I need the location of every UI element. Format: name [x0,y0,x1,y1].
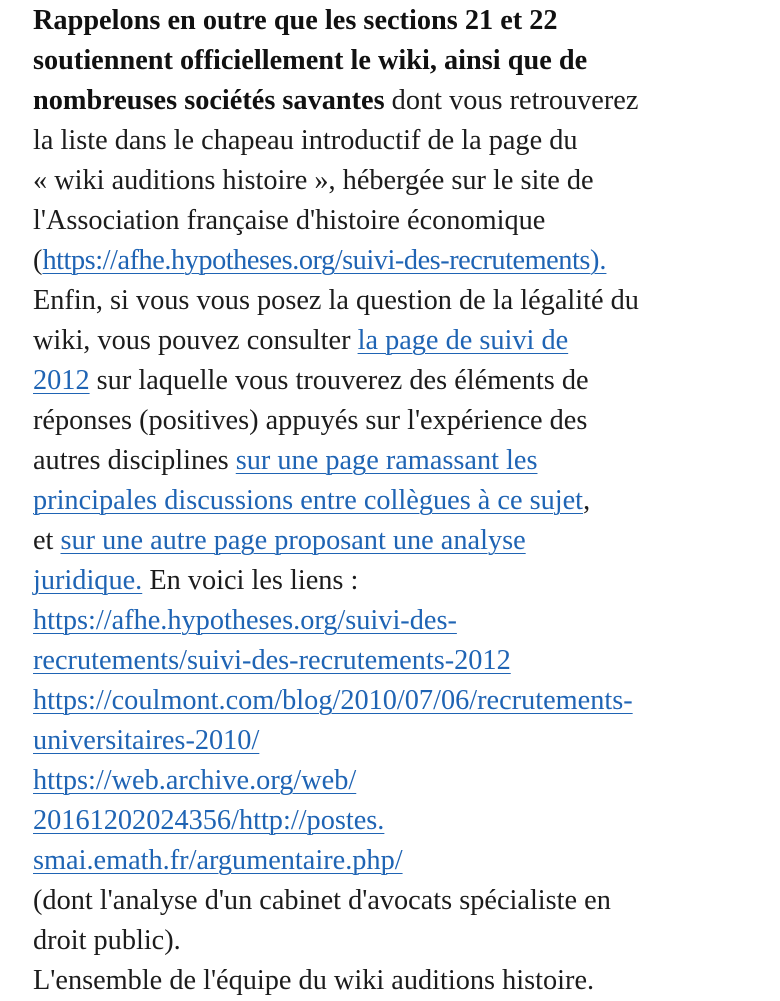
suivi-2012-link-part-2[interactable]: 2012 [33,365,90,396]
line-15 [33,561,756,601]
discussions-link-part-2[interactable]: principales discussions entre collègues à ce sujet [33,485,584,516]
text-6-part-2: droit public). [33,925,181,956]
text-3-part-3: autres disciplines [33,445,236,476]
line-21 [33,801,756,841]
line-11 [33,401,756,441]
body-paragraph [33,0,756,1001]
juridique-link-part-1[interactable]: sur une autre page proposant une analyse [60,525,526,556]
line-16 [33,601,756,641]
line-20 [33,761,756,801]
url-3-link-part-1[interactable]: https://web.archive.org/web/ [33,765,357,796]
line-8 [33,281,756,321]
signature: L'ensemble de l'équipe du wiki auditions histoire. [33,965,595,996]
line-22 [33,841,756,881]
text-3-part-1: sur laquelle vous trouverez des éléments de [89,365,589,396]
afhe-link-close[interactable]: ). [589,245,607,276]
text-1-part-5: ( [33,245,43,276]
url-2-link-part-2[interactable]: universitaires-2010/ [33,725,260,756]
juridique-link-part-2[interactable]: juridique. [33,565,143,596]
text-2-part-1: Enfin, si vous vous posez la question de la légalité du [33,285,639,316]
text-4-part-2: et [33,525,61,556]
url-3-link-part-3[interactable]: smai.emath.fr/argumentaire.php/ [33,845,403,876]
text-1-part-3: « wiki auditions histoire », hébergée sur le site de [33,165,594,196]
text-6-part-1: (dont l'analyse d'un cabinet d'avocats spécialiste en [33,885,611,916]
text-4-part-1: , [583,485,591,516]
line-24 [33,921,756,961]
line-19 [33,721,756,761]
line-2 [33,41,756,81]
text-1-part-1: dont vous retrouverez [384,85,639,116]
afhe-recrutements-link[interactable]: https://afhe.hypotheses.org/suivi-des-recrutements [42,245,590,276]
bold-intro-part-3: nombreuses sociétés savantes [33,85,385,116]
line-12 [33,441,756,481]
url-1-link-part-1[interactable]: https://afhe.hypotheses.org/suivi-des- [33,605,457,636]
line-14 [33,521,756,561]
line-17 [33,641,756,681]
text-5: En voici les liens : [142,565,359,596]
text-1-part-4: l'Association française d'histoire économique [33,205,546,236]
line-25 [33,961,756,1001]
bold-intro-part-2: soutiennent officiellement le wiki, ainsi que de [33,45,588,76]
line-18 [33,681,756,721]
line-23 [33,881,756,921]
url-2-link-part-1[interactable]: https://coulmont.com/blog/2010/07/06/recrutements- [33,685,633,716]
line-3 [33,81,756,121]
discussions-link-part-1[interactable]: sur une page ramassant les [235,445,538,476]
line-13 [33,481,756,521]
url-1-link-part-2[interactable]: recrutements/suivi-des-recrutements-2012 [33,645,511,676]
suivi-2012-link-part-1[interactable]: la page de suivi de [357,325,569,356]
text-1-part-2: la liste dans le chapeau introductif de la page du [33,125,578,156]
line-9 [33,321,756,361]
text-2-part-2: wiki, vous pouvez consulter [33,325,358,356]
bold-intro-part-1: Rappelons en outre que les sections 21 et 22 [33,5,558,36]
line-1 [33,1,756,41]
line-6 [33,201,756,241]
line-5 [33,161,756,201]
line-10 [33,361,756,401]
url-3-link-part-2[interactable]: 20161202024356/http://postes. [33,805,385,836]
text-3-part-2: réponses (positives) appuyés sur l'expérience des [33,405,588,436]
line-4 [33,121,756,161]
line-7 [33,241,756,281]
